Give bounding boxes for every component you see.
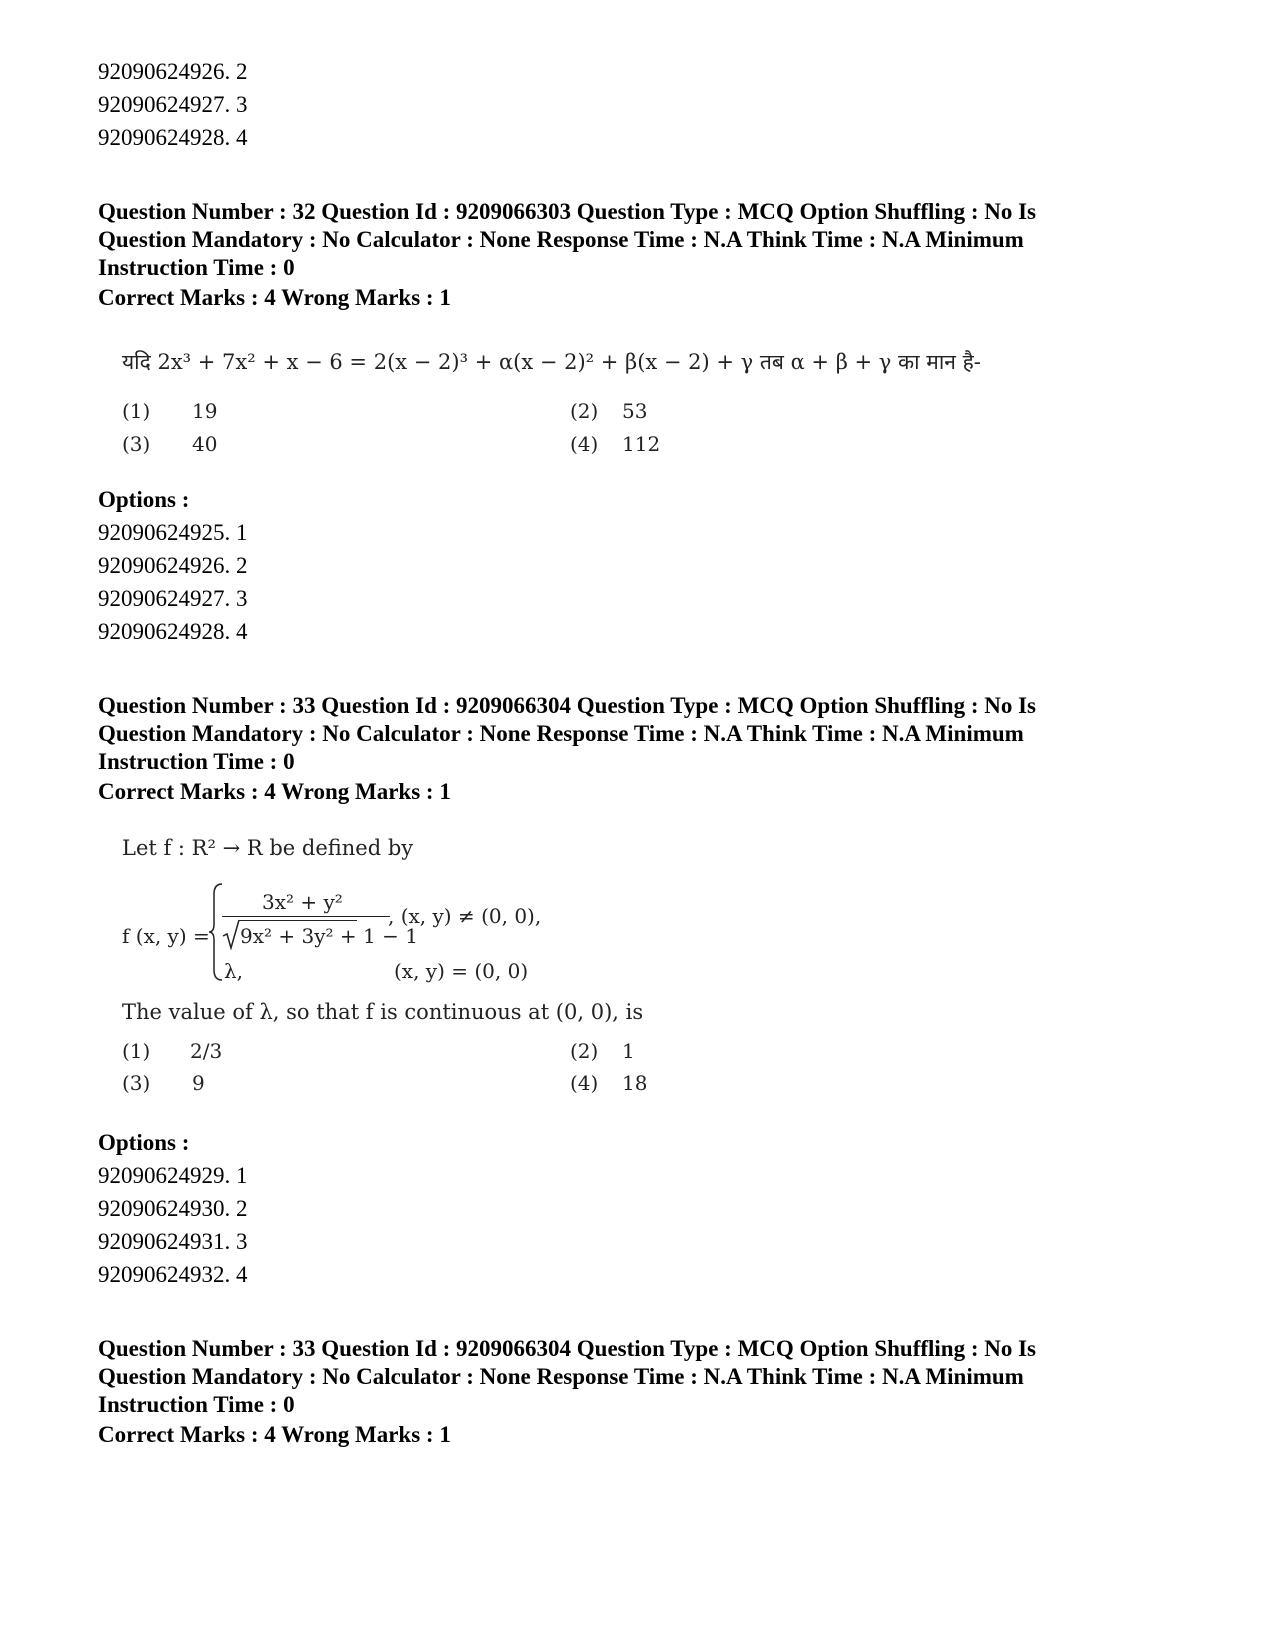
question-suffix: तब xyxy=(759,350,784,374)
choice-value: 53 xyxy=(622,399,648,423)
case-2: λ, xyxy=(224,959,244,983)
function-lhs: f (x, y) = xyxy=(122,924,210,948)
sqrt-icon xyxy=(222,918,240,950)
option-line: 92090624931. 3 xyxy=(98,1229,248,1254)
option-line: 92090624928. 4 xyxy=(98,619,248,644)
choice-number: (4) xyxy=(570,1071,599,1095)
choice-value: 1 xyxy=(622,1039,635,1063)
marks-line: Correct Marks : 4 Wrong Marks : 1 xyxy=(98,285,451,310)
header-line: Question Mandatory : No Calculator : None Response Time : N.A Think Time : N.A Minimum xyxy=(98,721,1024,746)
choice-number: (4) xyxy=(570,432,599,456)
option-line: 92090624928. 4 xyxy=(98,125,248,150)
question-intro: Let f : R² → R be defined by xyxy=(122,836,414,860)
header-line: Instruction Time : 0 xyxy=(98,749,295,774)
condition-1: , (x, y) ≠ (0, 0), xyxy=(388,904,542,928)
choice-number: (3) xyxy=(122,1071,151,1095)
fraction-bar xyxy=(222,916,390,917)
choice-number: (2) xyxy=(570,1039,599,1063)
marks-line: Correct Marks : 4 Wrong Marks : 1 xyxy=(98,1422,451,1447)
question-header xyxy=(98,1335,1198,1419)
option-line: 92090624926. 2 xyxy=(98,59,248,84)
option-line: 92090624925. 1 xyxy=(98,520,248,545)
header-line: Instruction Time : 0 xyxy=(98,1392,295,1417)
option-line: 92090624932. 4 xyxy=(98,1262,248,1287)
option-line: 92090624927. 3 xyxy=(98,92,248,117)
choice-value: 2/3 xyxy=(190,1039,223,1063)
header-line: Instruction Time : 0 xyxy=(98,255,295,280)
question-suffix: का मान है- xyxy=(898,350,981,374)
header-line: Question Number : 33 Question Id : 9209066304 Question Type : MCQ Option Shuffling : No Is xyxy=(98,693,1037,718)
question-text: The value of λ, so that f is continuous at (0, 0), is xyxy=(122,1000,644,1024)
choice-number: (1) xyxy=(122,399,151,423)
choice-value: 18 xyxy=(622,1071,648,1095)
question-header xyxy=(98,692,1198,776)
option-line: 92090624929. 1 xyxy=(98,1163,248,1188)
question-text xyxy=(122,348,981,376)
question-math: α + β + γ xyxy=(790,350,892,374)
fraction-numerator: 3x² + y² xyxy=(262,890,343,914)
choice-number: (2) xyxy=(570,399,599,423)
fraction-denominator: 9x² + 3y² + 1 − 1 xyxy=(240,924,418,948)
marks-line: Correct Marks : 4 Wrong Marks : 1 xyxy=(98,779,451,804)
options-label: Options : xyxy=(98,487,190,512)
choice-number: (3) xyxy=(122,432,151,456)
header-line: Question Mandatory : No Calculator : None Response Time : N.A Think Time : N.A Minimum xyxy=(98,1364,1024,1389)
choice-number: (1) xyxy=(122,1039,151,1063)
option-line: 92090624927. 3 xyxy=(98,586,248,611)
choice-value: 112 xyxy=(622,432,661,456)
options-label: Options : xyxy=(98,1130,190,1155)
header-line: Question Number : 32 Question Id : 9209066303 Question Type : MCQ Option Shuffling : No Is xyxy=(98,199,1037,224)
sqrt-bar xyxy=(239,920,357,921)
choice-value: 9 xyxy=(192,1071,205,1095)
option-line: 92090624926. 2 xyxy=(98,553,248,578)
header-line: Question Mandatory : No Calculator : None Response Time : N.A Think Time : N.A Minimum xyxy=(98,227,1024,252)
question-math: 2x³ + 7x² + x − 6 = 2(x − 2)³ + α(x − 2)² + β(x − 2) + γ xyxy=(157,350,754,374)
choice-value: 40 xyxy=(192,432,218,456)
header-line: Question Number : 33 Question Id : 9209066304 Question Type : MCQ Option Shuffling : No Is xyxy=(98,1336,1037,1361)
question-header xyxy=(98,198,1198,282)
condition-2: (x, y) = (0, 0) xyxy=(394,959,529,983)
option-line: 92090624930. 2 xyxy=(98,1196,248,1221)
choice-value: 19 xyxy=(192,399,218,423)
question-prefix: यदि xyxy=(122,350,151,374)
